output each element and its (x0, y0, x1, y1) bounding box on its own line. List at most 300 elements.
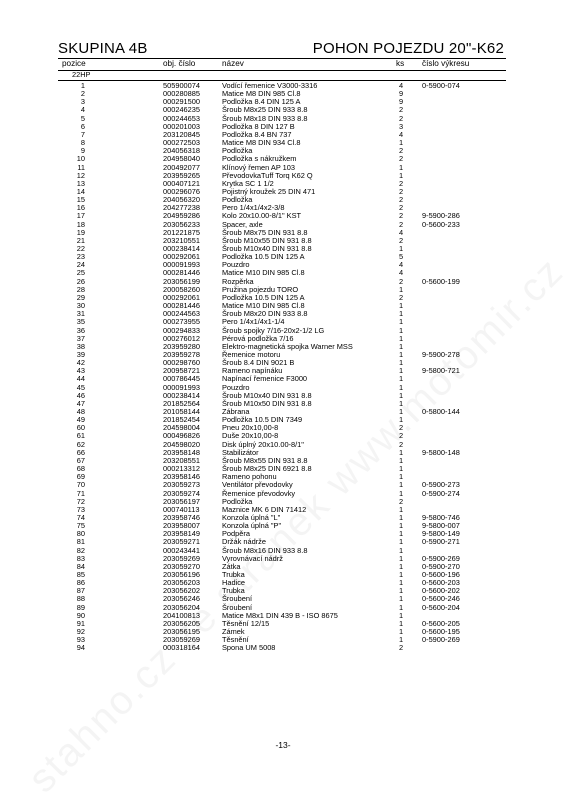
cell-ks: 1 (398, 390, 404, 400)
cell-ks: 4 (398, 268, 404, 278)
cell-pozice: 84 (76, 561, 85, 571)
cell-ks: 1 (398, 244, 404, 253)
cell-ks: 1 (398, 480, 404, 490)
cell-ks: 1 (398, 382, 404, 392)
cell-pozice: 6 (80, 121, 85, 131)
cell-obj-cislo: 203059270 (163, 561, 200, 571)
cell-obj-cislo: 201221875 (163, 227, 200, 237)
cell-ks: 1 (398, 284, 404, 294)
cell-obj-cislo: 203059273 (163, 480, 200, 490)
cell-nazev: Pouzdro (222, 260, 250, 270)
cell-nazev: Matice M8 DIN 985 Cl.8 (222, 89, 301, 99)
cell-nazev: Zátka (222, 561, 241, 571)
cell-obj-cislo: 204959286 (163, 211, 200, 221)
cell-pozice: 88 (76, 594, 85, 604)
cell-obj-cislo: 000407121 (163, 178, 200, 188)
cell-obj-cislo: 201852564 (163, 398, 200, 408)
cell-ks: 1 (398, 561, 404, 571)
subheader-label: 22HP (72, 70, 91, 79)
cell-ks: 1 (398, 366, 404, 376)
cell-nazev: Vyrovnávací nádrž (222, 553, 283, 563)
cell-nazev: Těsnění 12/15 (222, 618, 270, 628)
group-title: SKUPINA 4B (58, 40, 148, 57)
cell-pozice: 38 (76, 341, 85, 351)
cell-nazev: Napínací řemenice F3000 (222, 374, 308, 384)
cell-nazev: Podložka 10.5 DIN 125 A (222, 252, 305, 262)
cell-obj-cislo: 203056203 (163, 578, 200, 588)
cell-ks: 1 (398, 635, 404, 645)
cell-pozice: 87 (76, 586, 85, 596)
cell-obj-cislo: 203056233 (163, 219, 200, 229)
cell-cislo-vykresu: 0-5900-274 (422, 488, 460, 498)
cell-obj-cislo: 000318164 (163, 643, 200, 653)
cell-pozice: 92 (76, 627, 85, 637)
cell-obj-cislo: 204277238 (163, 203, 200, 213)
cell-pozice: 16 (76, 203, 85, 213)
cell-nazev: Šroub spojky 7/16-20x2-1/2 LG (222, 325, 325, 335)
cell-obj-cislo: 000280885 (163, 89, 200, 99)
cell-obj-cislo: 505900074 (163, 81, 200, 90)
cell-ks: 9 (398, 97, 404, 107)
cell-nazev: Matice M8 DIN 934 Cl.8 (222, 138, 301, 148)
cell-pozice: 17 (76, 211, 85, 221)
cell-obj-cislo: 000238414 (163, 390, 200, 400)
cell-nazev: Konzola úplná "L" (222, 512, 281, 522)
cell-ks: 1 (398, 138, 404, 148)
cell-pozice: 44 (76, 374, 85, 384)
cell-nazev: Ventilátor převodovky (222, 480, 293, 490)
cell-ks: 2 (398, 431, 404, 441)
cell-pozice: 66 (76, 447, 85, 457)
cell-nazev: Trubka (222, 570, 245, 579)
cell-ks: 1 (398, 570, 404, 579)
cell-pozice: 89 (76, 602, 85, 612)
cell-obj-cislo: 200492077 (163, 162, 200, 172)
cell-nazev: Krytka SC 1 1/2 (222, 178, 274, 188)
cell-pozice: 91 (76, 618, 85, 628)
cell-pozice: 75 (76, 521, 85, 531)
cell-ks: 2 (398, 292, 404, 302)
cell-obj-cislo: 000281446 (163, 268, 200, 278)
cell-pozice: 43 (76, 366, 85, 376)
cell-cislo-vykresu: 0-5900-269 (422, 635, 460, 645)
cell-cislo-vykresu: 0-5600-202 (422, 586, 460, 596)
cell-nazev: Šroub M8x25 DIN 6921 8.8 (222, 464, 312, 474)
cell-pozice: 39 (76, 349, 85, 359)
cell-pozice: 7 (80, 129, 85, 139)
cell-nazev: Kolo 20x10.00-8/1" KST (222, 211, 302, 221)
cell-nazev: Podložka 10.5 DIN 7349 (222, 415, 303, 425)
cell-pozice: 24 (76, 260, 85, 270)
cell-pozice: 45 (76, 382, 85, 392)
cell-ks: 1 (398, 504, 404, 514)
cell-nazev: Konzola úplná "P" (222, 521, 282, 531)
cell-ks: 2 (398, 423, 404, 433)
cell-ks: 1 (398, 521, 404, 531)
cell-ks: 9 (398, 89, 404, 99)
cell-obj-cislo: 000238414 (163, 244, 200, 253)
col-header-ks: ks (396, 59, 405, 68)
cell-nazev: Spacer, axle (222, 219, 263, 229)
cell-obj-cislo: 203059271 (163, 537, 200, 547)
cell-nazev: Šroub M8x75 DIN 931 8.8 (222, 227, 308, 237)
cell-obj-cislo: 000246235 (163, 105, 200, 115)
cell-ks: 1 (398, 472, 404, 482)
cell-nazev: Pérová podložka 7/16 (222, 333, 294, 343)
cell-pozice: 90 (76, 610, 85, 620)
cell-obj-cislo: 203958148 (163, 447, 200, 457)
cell-nazev: Pouzdro (222, 382, 250, 392)
cell-pozice: 21 (76, 235, 85, 245)
cell-obj-cislo: 000243441 (163, 545, 200, 555)
cell-pozice: 3 (80, 97, 85, 107)
cell-obj-cislo: 000294833 (163, 325, 200, 335)
cell-pozice: 71 (76, 488, 85, 498)
cell-pozice: 68 (76, 464, 85, 474)
cell-nazev: Vodící řemenice V3000-3316 (222, 81, 318, 90)
cell-nazev: Hadice (222, 578, 246, 588)
cell-pozice: 47 (76, 398, 85, 408)
col-header-cislo-vykresu: číslo výkresu (422, 59, 470, 68)
cell-pozice: 29 (76, 292, 85, 302)
cell-ks: 1 (398, 545, 404, 555)
cell-pozice: 10 (76, 154, 85, 164)
cell-nazev: Elektro-magnetická spojka Warner MSS (222, 341, 353, 351)
cell-cislo-vykresu: 9-5800-746 (422, 512, 460, 522)
cell-obj-cislo: 000496826 (163, 431, 200, 441)
cell-cislo-vykresu: 0-5600-199 (422, 276, 460, 286)
cell-obj-cislo: 203958007 (163, 521, 200, 531)
cell-cislo-vykresu: 9-5900-286 (422, 211, 460, 221)
cell-ks: 1 (398, 447, 404, 457)
cell-pozice: 5 (80, 113, 85, 123)
cell-nazev: Pojistný kroužek 25 DIN 471 (222, 186, 316, 196)
cell-ks: 1 (398, 415, 404, 425)
cell-nazev: Zábrana (222, 407, 250, 416)
cell-obj-cislo: 201058144 (163, 407, 200, 416)
cell-pozice: 4 (80, 105, 85, 115)
cell-nazev: Pneu 20x10,00-8 (222, 423, 279, 433)
cell-pozice: 18 (76, 219, 85, 229)
cell-obj-cislo: 203120845 (163, 129, 200, 139)
cell-ks: 1 (398, 537, 404, 547)
cell-pozice: 49 (76, 415, 85, 425)
cell-nazev: Pero 1/4x1/4x1-1/4 (222, 317, 285, 327)
col-header-nazev: název (222, 59, 244, 68)
cell-pozice: 94 (76, 643, 85, 653)
cell-nazev: Šroub M10x40 DIN 931 8.8 (222, 390, 312, 400)
cell-cislo-vykresu: 0-5600-203 (422, 578, 460, 588)
cell-ks: 1 (398, 529, 404, 539)
cell-pozice: 80 (76, 529, 85, 539)
cell-ks: 1 (398, 349, 404, 359)
cell-ks: 1 (398, 374, 404, 384)
cell-nazev: Podložka 10.5 DIN 125 A (222, 292, 305, 302)
cell-nazev: Podložka (222, 496, 253, 506)
cell-obj-cislo: 203059274 (163, 488, 200, 498)
cell-nazev: Šroub M10x55 DIN 931 8.8 (222, 235, 312, 245)
cell-pozice: 28 (76, 284, 85, 294)
cell-nazev: Podložka 8.4 BN 737 (222, 129, 292, 139)
cell-obj-cislo: 203959278 (163, 349, 200, 359)
cell-nazev: Šroub M8x55 DIN 931 8.8 (222, 455, 308, 465)
cell-ks: 2 (398, 496, 404, 506)
cell-ks: 1 (398, 398, 404, 408)
cell-ks: 2 (398, 276, 404, 286)
cell-pozice: 86 (76, 578, 85, 588)
cell-obj-cislo: 203056197 (163, 496, 200, 506)
cell-ks: 5 (398, 252, 404, 262)
cell-pozice: 82 (76, 545, 85, 555)
cell-obj-cislo: 000272503 (163, 138, 200, 148)
col-header-obj-cislo: obj. číslo (163, 59, 196, 68)
cell-ks: 4 (398, 227, 404, 237)
cell-pozice: 25 (76, 268, 85, 278)
cell-ks: 2 (398, 211, 404, 221)
cell-obj-cislo: 204100813 (163, 610, 200, 620)
cell-obj-cislo: 203059269 (163, 635, 200, 645)
cell-obj-cislo: 203959280 (163, 341, 200, 351)
cell-obj-cislo: 000244653 (163, 113, 200, 123)
cell-cislo-vykresu: 0-5800-144 (422, 407, 460, 416)
cell-nazev: Disk úplný 20x10.00-8/1" (222, 439, 304, 449)
cell-pozice: 31 (76, 309, 85, 319)
cell-pozice: 9 (80, 146, 85, 156)
cell-ks: 2 (398, 186, 404, 196)
cell-cislo-vykresu: 9-5800-721 (422, 366, 460, 376)
cell-nazev: Pružina pojezdu TORO (222, 284, 299, 294)
cell-cislo-vykresu: 0-5600-246 (422, 594, 460, 604)
cell-nazev: Šroub M10x50 DIN 931 8.8 (222, 398, 312, 408)
cell-ks: 1 (398, 602, 404, 612)
cell-ks: 1 (398, 553, 404, 563)
cell-obj-cislo: 201852454 (163, 415, 200, 425)
cell-ks: 1 (398, 488, 404, 498)
cell-pozice: 62 (76, 439, 85, 449)
cell-ks: 1 (398, 618, 404, 628)
cell-pozice: 81 (76, 537, 85, 547)
col-header-pozice: pozice (62, 59, 86, 68)
cell-obj-cislo: 000244563 (163, 309, 200, 319)
cell-cislo-vykresu: 0-5900-273 (422, 480, 460, 490)
cell-pozice: 1 (80, 81, 85, 90)
cell-pozice: 46 (76, 390, 85, 400)
cell-obj-cislo: 200058260 (163, 284, 200, 294)
cell-pozice: 48 (76, 407, 85, 416)
cell-nazev: Maznice MK 6 DIN 71412 (222, 504, 307, 514)
cell-ks: 1 (398, 512, 404, 522)
cell-pozice: 35 (76, 317, 85, 327)
cell-obj-cislo: 204958040 (163, 154, 200, 164)
cell-obj-cislo: 000091993 (163, 382, 200, 392)
cell-pozice: 69 (76, 472, 85, 482)
cell-ks: 2 (398, 219, 404, 229)
cell-ks: 1 (398, 162, 404, 172)
cell-ks: 4 (398, 81, 404, 90)
cell-obj-cislo: 000740113 (163, 504, 200, 514)
cell-pozice: 15 (76, 195, 85, 205)
cell-ks: 4 (398, 129, 404, 139)
cell-nazev: Řemenice motoru (222, 349, 281, 359)
cell-ks: 1 (398, 464, 404, 474)
cell-pozice: 61 (76, 431, 85, 441)
cell-pozice: 13 (76, 178, 85, 188)
cell-ks: 2 (398, 203, 404, 213)
cell-ks: 2 (398, 178, 404, 188)
cell-nazev: Matice M10 DIN 985 Cl.8 (222, 268, 305, 278)
cell-nazev: Šroub M10x40 DIN 931 8.8 (222, 244, 312, 253)
cell-pozice: 85 (76, 570, 85, 579)
cell-nazev: Spona UM 5008 (222, 643, 276, 653)
cell-obj-cislo: 000786445 (163, 374, 200, 384)
cell-nazev: Rozpěrka (222, 276, 254, 286)
cell-obj-cislo: 000292061 (163, 292, 200, 302)
cell-pozice: 74 (76, 512, 85, 522)
cell-cislo-vykresu: 0-5600-205 (422, 618, 460, 628)
cell-ks: 1 (398, 455, 404, 465)
cell-cislo-vykresu: 9-5800-149 (422, 529, 460, 539)
cell-nazev: Matice M8x1 DIN 439 B - ISO 8675 (222, 610, 338, 620)
cell-obj-cislo: 203958746 (163, 512, 200, 522)
cell-pozice: 26 (76, 276, 85, 286)
cell-pozice: 14 (76, 186, 85, 196)
section-title: POHON POJEZDU 20"-K62 (312, 40, 504, 57)
cell-ks: 2 (398, 113, 404, 123)
cell-obj-cislo: 000296076 (163, 186, 200, 196)
cell-obj-cislo: 203056205 (163, 618, 200, 628)
cell-nazev: Podložka (222, 195, 253, 205)
cell-ks: 1 (398, 586, 404, 596)
cell-ks: 2 (398, 439, 404, 449)
cell-pozice: 11 (77, 162, 85, 172)
cell-ks: 2 (398, 235, 404, 245)
cell-obj-cislo: 204598004 (163, 423, 200, 433)
cell-nazev: Šroub M8x16 DIN 933 8.8 (222, 545, 308, 555)
cell-pozice: 8 (80, 138, 85, 148)
cell-obj-cislo: 203958149 (163, 529, 200, 539)
cell-cislo-vykresu: 9-5800-148 (422, 447, 460, 457)
cell-pozice: 30 (76, 301, 85, 311)
cell-obj-cislo: 000201003 (163, 121, 200, 131)
cell-obj-cislo: 204056320 (163, 195, 200, 205)
cell-pozice: 93 (76, 635, 85, 645)
cell-obj-cislo: 203959265 (163, 170, 200, 180)
cell-ks: 1 (398, 407, 404, 416)
cell-obj-cislo: 204598020 (163, 439, 200, 449)
cell-nazev: Šroubení (222, 602, 252, 612)
cell-ks: 2 (398, 105, 404, 115)
header-rule-bottom (58, 70, 506, 71)
cell-obj-cislo: 000291500 (163, 97, 200, 107)
cell-nazev: Trubka (222, 586, 245, 596)
cell-ks: 1 (398, 627, 404, 637)
cell-ks: 4 (398, 260, 404, 270)
cell-ks: 2 (398, 146, 404, 156)
cell-nazev: Podpěra (222, 529, 250, 539)
cell-obj-cislo: 203208551 (163, 455, 200, 465)
cell-obj-cislo: 203056202 (163, 586, 200, 596)
cell-nazev: Rameno pohonu (222, 472, 277, 482)
cell-obj-cislo: 203056199 (163, 276, 200, 286)
cell-ks: 1 (398, 610, 404, 620)
cell-nazev: Stabilizátor (222, 447, 259, 457)
cell-nazev: Podložka s nákružkem (222, 154, 297, 164)
cell-nazev: Klínový řemen AP 103 (222, 162, 295, 172)
cell-ks: 1 (398, 578, 404, 588)
cell-obj-cislo: 000276012 (163, 333, 200, 343)
cell-nazev: Duše 20x10,00-8 (222, 431, 279, 441)
cell-cislo-vykresu: 0-5600-204 (422, 602, 460, 612)
cell-pozice: 83 (76, 553, 85, 563)
cell-nazev: Podložka (222, 146, 253, 156)
cell-ks: 1 (398, 341, 404, 351)
cell-cislo-vykresu: 9-5900-278 (422, 349, 460, 359)
cell-obj-cislo: 203056246 (163, 594, 200, 604)
cell-obj-cislo: 203056195 (163, 627, 200, 637)
cell-nazev: Šroubení (222, 594, 252, 604)
cell-obj-cislo: 203059269 (163, 553, 200, 563)
cell-nazev: Šroub M8x25 DIN 933 8.8 (222, 105, 308, 115)
cell-cislo-vykresu: 0-5900-270 (422, 561, 460, 571)
cell-ks: 1 (398, 301, 404, 311)
cell-obj-cislo: 203210551 (163, 235, 200, 245)
cell-nazev: Šroub 8.4 DIN 9021 B (222, 358, 295, 368)
cell-nazev: Řemenice převodovky (222, 488, 296, 498)
cell-ks: 1 (398, 594, 404, 604)
cell-nazev: Šroub M8x18 DIN 933 8.8 (222, 113, 308, 123)
cell-obj-cislo: 000273955 (163, 317, 200, 327)
cell-pozice: 42 (76, 358, 85, 368)
page-number: -13- (275, 740, 291, 750)
cell-obj-cislo: 203056196 (163, 570, 200, 579)
cell-pozice: 73 (76, 504, 85, 514)
cell-ks: 1 (398, 325, 404, 335)
cell-obj-cislo: 000298760 (163, 358, 200, 368)
cell-nazev: Pero 1/4x1/4x2-3/8 (222, 203, 285, 213)
cell-cislo-vykresu: 0-5600-196 (422, 570, 460, 579)
cell-cislo-vykresu: 0-5900-271 (422, 537, 460, 547)
cell-cislo-vykresu: 9-5800-007 (422, 521, 460, 531)
cell-nazev: Rameno napínáku (222, 366, 283, 376)
cell-ks: 1 (398, 333, 404, 343)
table-row (0, 644, 566, 652)
cell-nazev: Podložka 8 DIN 127 B (222, 121, 295, 131)
cell-obj-cislo: 200958721 (163, 366, 200, 376)
cell-pozice: 72 (76, 496, 85, 506)
cell-pozice: 23 (76, 252, 85, 262)
cell-nazev: Podložka 8.4 DIN 125 A (222, 97, 301, 107)
cell-obj-cislo: 000281446 (163, 301, 200, 311)
cell-obj-cislo: 000213312 (163, 464, 200, 474)
cell-pozice: 22 (76, 244, 85, 253)
cell-obj-cislo: 000091993 (163, 260, 200, 270)
cell-obj-cislo: 000292061 (163, 252, 200, 262)
cell-ks: 1 (398, 358, 404, 368)
cell-cislo-vykresu: 0-5600-233 (422, 219, 460, 229)
cell-nazev: Těsnění (222, 635, 249, 645)
cell-pozice: 2 (80, 89, 85, 99)
cell-cislo-vykresu: 0-5900-269 (422, 553, 460, 563)
cell-ks: 2 (398, 643, 404, 653)
cell-pozice: 36 (76, 325, 85, 335)
cell-ks: 2 (398, 154, 404, 164)
cell-cislo-vykresu: 0-5900-074 (422, 81, 460, 90)
cell-nazev: Šroub M8x20 DIN 933 8.8 (222, 309, 308, 319)
cell-pozice: 37 (76, 333, 85, 343)
cell-ks: 1 (398, 317, 404, 327)
cell-nazev: Držák nádrže (222, 537, 266, 547)
cell-nazev: PřevodovkaTuff Torq K62 Q (222, 170, 313, 180)
